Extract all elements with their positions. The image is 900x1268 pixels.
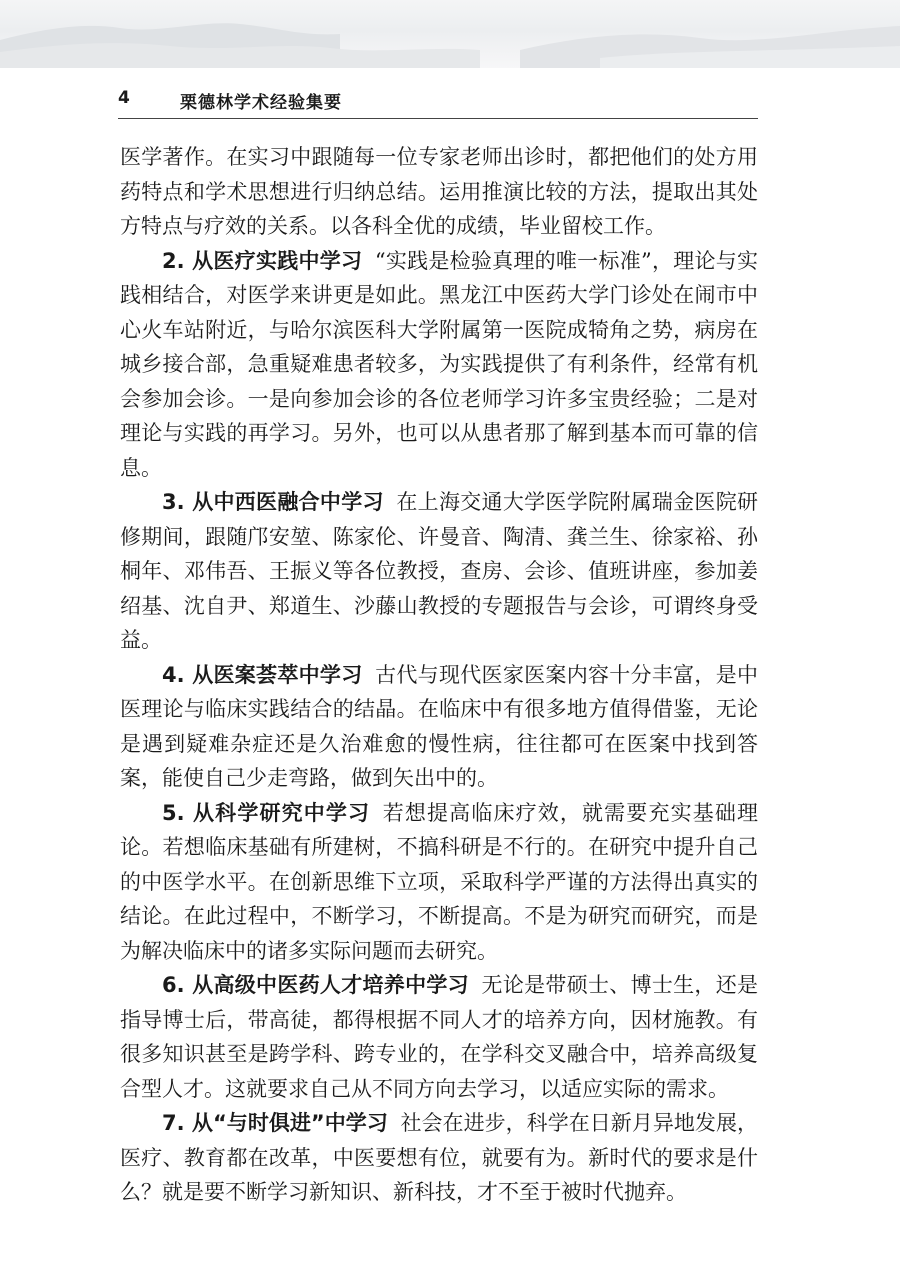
header-landscape-banner (0, 0, 900, 68)
section-heading: 4. 从医案荟萃中学习 (162, 662, 363, 687)
section-heading: 2. 从医疗实践中学习 (162, 248, 363, 273)
section-heading: 6. 从高级中医药人才培养中学习 (162, 973, 469, 997)
paragraph-3 (120, 485, 758, 658)
paragraph-text: “实践是检验真理的唯一标准”，理论与实践相结合，对医学来讲更是如此。黑龙江中医药大学门诊处在闹市中心火车站附近，与哈尔滨医科大学附属第一医院成犄角之势，病房在城乡接合部，急重疑难患者较多，为实践提供了有利条件，经常有机会参加会诊。一是向参加会诊的各位老师学习许多宝贵经验；二是对理论与实践的再学习。另外，也可以从患者那了解到基本而可靠的信息。 (120, 248, 758, 480)
section-heading: 7. 从“与时俱进”中学习 (162, 1111, 388, 1135)
section-heading: 5. 从科学研究中学习 (162, 800, 371, 825)
body-text (120, 140, 758, 1210)
section-heading: 3. 从中西医融合中学习 (162, 490, 384, 514)
paragraph-1 (120, 140, 758, 244)
paragraph-text: 社会在进步，科学在日新月异地发展，医疗、教育都在改革，中医要想有位，就要有为。新时代的要求是什么？就是要不断学习新知识、新科技，才不至于被时代抛弃。 (120, 1111, 758, 1204)
mountain-illustration (0, 0, 900, 68)
paragraph-7 (120, 1106, 758, 1210)
page-number: 4 (118, 88, 130, 108)
paragraph-text: 古代与现代医家医案内容十分丰富，是中医理论与临床实践结合的结晶。在临床中有很多地方值得借鉴，无论是遇到疑难杂症还是久治难愈的慢性病，往往都可在医案中找到答案，能使自己少走弯路，做到矢出中的。 (120, 662, 758, 790)
paragraph-text: 在上海交通大学医学院附属瑞金医院研修期间，跟随邝安堃、陈家伦、许曼音、陶清、龚兰生、徐家裕、孙桐年、邓伟吾、王振义等各位教授，查房、会诊、值班讲座，参加姜绍基、沈自尹、郑道生、沙藤山教授的专题报告与会诊，可谓终身受益。 (120, 490, 759, 652)
paragraph-2 (120, 244, 758, 486)
paragraph-text: 若想提高临床疗效，就需要充实基础理论。若想临床基础有所建树，不搞科研是不行的。在研究中提升自己的中医学水平。在创新思维下立项，采取科学严谨的方法得出真实的结论。在此过程中，不断学习，不断提高。不是为研究而研究，而是为解决临床中的诸多实际问题而去研究。 (120, 800, 759, 963)
paragraph-4 (120, 658, 758, 796)
paragraph-text: 医学著作。在实习中跟随每一位专家老师出诊时，都把他们的处方用药特点和学术思想进行归纳总结。运用推演比较的方法，提取出其处方特点与疗效的关系。以各科全优的成绩，毕业留校工作。 (120, 145, 758, 238)
paragraph-5 (120, 796, 758, 969)
paragraph-text: 无论是带硕士、博士生，还是指导博士后，带高徒，都得根据不同人才的培养方向，因材施教。有很多知识甚至是跨学科、跨专业的，在学科交叉融合中，培养高级复合型人才。这就要求自己从不同方向去学习，以适应实际的需求。 (120, 973, 759, 1101)
paragraph-6 (120, 968, 758, 1106)
book-title: 栗德林学术经验集要 (180, 93, 342, 113)
running-header (118, 84, 758, 119)
